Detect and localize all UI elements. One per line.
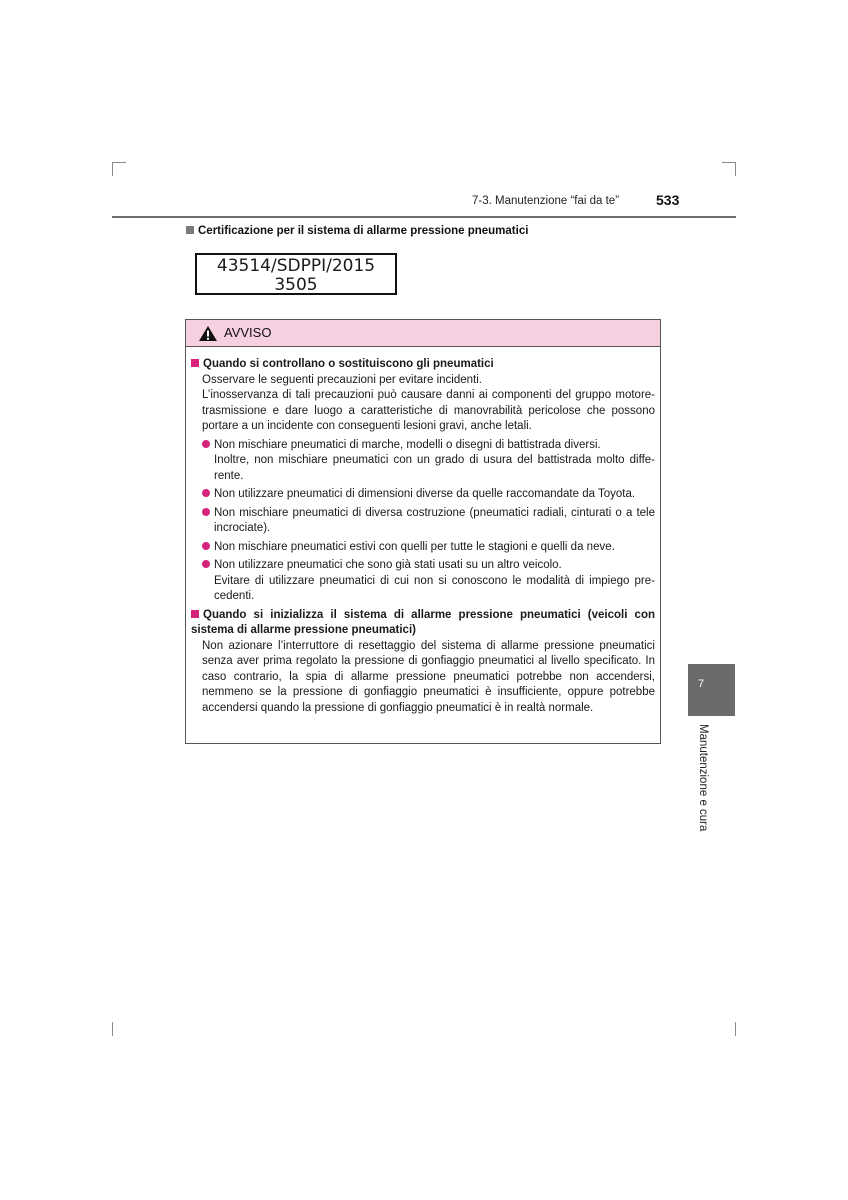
warning-subsection-title-2: Quando si inizializza il sistema di allarme pressione pneumatici (veicoli con sistema di allarme pressione pneumatici) xyxy=(191,608,655,636)
list-item: Non mischiare pneumatici di marche, modelli o disegni di battistrada diversi. Inoltre, non mischiare pneumatici con un grado di usura del battistrada molto diffe-rente. xyxy=(191,438,655,485)
square-bullet-icon xyxy=(186,226,194,234)
chapter-label: Manutenzione e cura xyxy=(697,724,709,832)
square-bullet-icon xyxy=(191,359,199,367)
bullet-dot-icon xyxy=(202,489,210,497)
warning-header xyxy=(186,320,660,347)
header-section-title: 7-3. Manutenzione “fai da te” xyxy=(472,195,620,207)
square-bullet-icon xyxy=(191,610,199,618)
warning-label: AVVISO xyxy=(224,325,272,340)
crop-mark-bottom-left xyxy=(112,1022,113,1036)
bullet-dot-icon xyxy=(202,508,210,516)
warning-paragraph: L’inosservanza di tali precauzioni può causare danni ai componenti del gruppo motore-trasmissione e dare luogo a caratteristiche di manovrabilità pericolose che possono portare a un incidente con conseguenti lesioni gravi, anche letali. xyxy=(202,389,655,432)
chapter-number: 7 xyxy=(698,678,705,690)
certification-box xyxy=(195,253,397,295)
section-title-text: Certificazione per il sistema di allarme pressione pneumatici xyxy=(198,225,529,237)
section-title xyxy=(186,225,528,237)
list-item: Non mischiare pneumatici estivi con quelli per tutte le stagioni e quelli da neve. xyxy=(191,540,655,556)
header-divider xyxy=(112,216,736,218)
certification-line-2: 3505 xyxy=(274,275,318,295)
chapter-tab xyxy=(688,664,735,716)
warning-triangle-icon xyxy=(198,325,218,342)
warning-subsection-title-1: Quando si controllano o sostituiscono gli pneumatici xyxy=(191,357,655,373)
crop-mark-top-right-v xyxy=(735,162,736,176)
warning-box xyxy=(185,319,661,744)
warning-body xyxy=(186,347,660,716)
list-item: Non utilizzare pneumatici di dimensioni diverse da quelle raccomandate da Toyota. xyxy=(191,487,655,503)
bullet-dot-icon xyxy=(202,560,210,568)
certification-line-1: 43514/SDPPI/2015 xyxy=(216,256,376,276)
list-item: Non mischiare pneumatici di diversa costruzione (pneumatici radiali, cinturati o a tele incrociate). xyxy=(191,506,655,537)
bullet-dot-icon xyxy=(202,440,210,448)
warning-paragraph: Non azionare l’interruttore di resettaggio del sistema di allarme pressione pneumatici senza aver prima regolato la pressione di gonfiaggio pneumatici al livello specificato. In caso contrario, la spia di allarme pressione pneumatici potrebbe non accendersi, nemmeno se la pressione di gonfiaggio pneumatici è insufficiente, oppure potrebbe accendersi quando la pressione di gonfiaggio pneumatici è in realtà normale. xyxy=(202,639,655,714)
crop-mark-top-left-v xyxy=(112,162,113,176)
crop-mark-top-left-h xyxy=(112,162,126,163)
page-number: 533 xyxy=(656,192,680,208)
list-item: Non utilizzare pneumatici che sono già stati usati su un altro veicolo. Evitare di utilizzare pneumatici di cui non si conoscono le modalità di impiego pre-cedenti. xyxy=(191,558,655,605)
crop-mark-top-right-h xyxy=(722,162,736,163)
crop-mark-bottom-right xyxy=(735,1022,736,1036)
bullet-dot-icon xyxy=(202,542,210,550)
warning-paragraph: Osservare le seguenti precauzioni per evitare incidenti. xyxy=(202,373,482,386)
